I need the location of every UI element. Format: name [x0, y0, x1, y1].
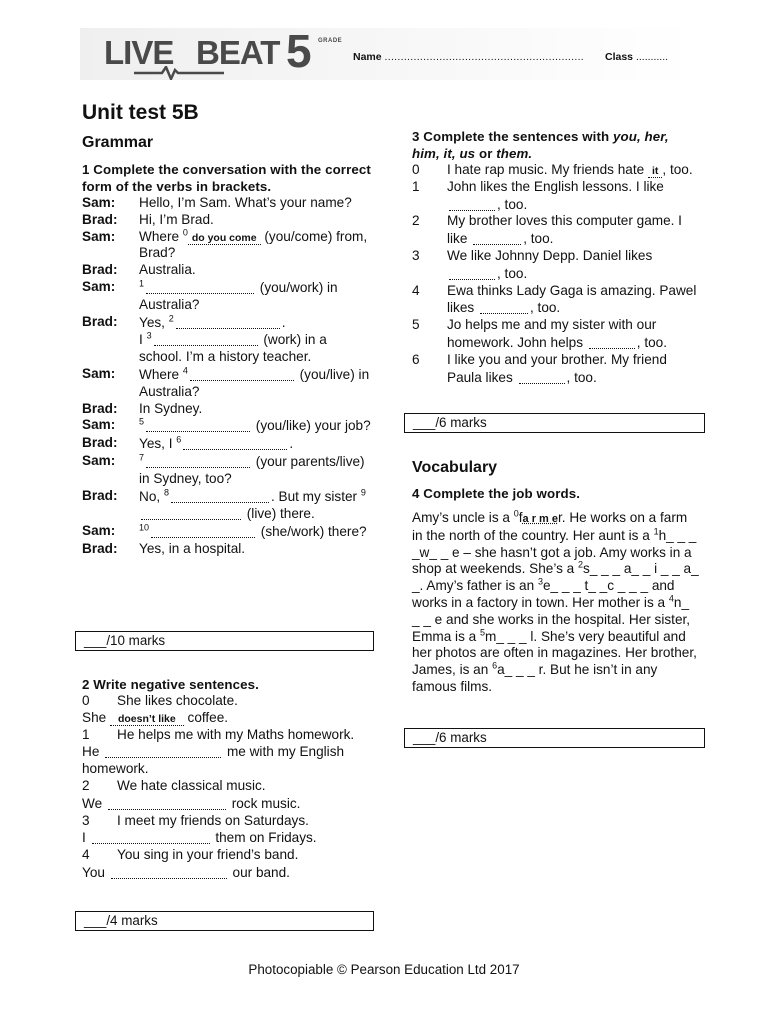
line-pre: Where: [139, 228, 180, 244]
prompt-row: [82, 778, 372, 795]
item-number: 7: [139, 452, 145, 463]
pronoun-sentences: [412, 162, 697, 386]
item-number: 0: [513, 508, 519, 519]
sentence-text: [447, 283, 697, 318]
line-text: [139, 453, 372, 488]
answer-line: [82, 795, 372, 813]
item-number: 3: [412, 247, 420, 263]
conv-row: [82, 212, 372, 229]
sentence-text: [447, 162, 693, 179]
speaker: Sam:: [82, 417, 116, 433]
line-post: .: [289, 436, 294, 452]
grammar-heading: Grammar: [82, 134, 154, 151]
word-gap[interactable]: m_ _ _ l.: [485, 628, 538, 644]
sentence-post: , too.: [497, 265, 528, 281]
answer-blank[interactable]: [589, 336, 635, 349]
prompt-text: I meet my friends on Saturdays.: [117, 812, 309, 828]
item-number: 3: [82, 812, 90, 828]
item-number: 1: [139, 278, 145, 289]
name-dots: ..............................................................: [384, 51, 584, 63]
line-text: [139, 279, 372, 314]
speaker: Sam:: [82, 228, 116, 244]
sentence-text: [447, 248, 697, 283]
word-gap[interactable]: n_ _ _ e: [412, 594, 690, 627]
answer-line: [82, 864, 372, 882]
sentence-text: [447, 213, 697, 248]
speaker: Sam:: [82, 278, 116, 294]
footer-copyright: Photocopiable © Pearson Education Ltd 2017: [248, 962, 520, 977]
ex2-instruction: 2 Write negative sentences.: [82, 677, 259, 692]
line-text: Hello, I’m Sam. What’s your name?: [139, 195, 352, 210]
prompt-text: She likes chocolate.: [117, 693, 238, 708]
ex3-instruction-pre: 3 Complete the sentences with: [412, 129, 610, 144]
sentence-row: [412, 179, 697, 214]
ex1-instruction: 1 Complete the conversation with the correct form of the verbs in brackets.: [82, 162, 371, 194]
answer-blank[interactable]: [183, 437, 287, 450]
example-answer: it: [648, 165, 662, 178]
ex4-marks-box: ___/6 marks: [404, 728, 705, 748]
item-number: 1: [412, 178, 420, 194]
sentence-pre: I like you and your brother. My friend Paula likes: [447, 351, 667, 385]
vocabulary-heading: Vocabulary: [412, 459, 498, 476]
line-text: Australia.: [139, 262, 196, 278]
answer-blank[interactable]: [171, 490, 269, 503]
job-words-paragraph: [412, 510, 700, 696]
item-number: 5: [412, 317, 420, 333]
conv-row: [82, 229, 372, 263]
text-segment: – she hasn’t got a job. Amy works in a shop at weekends. She’s a: [412, 544, 692, 577]
conv-row: [82, 435, 372, 453]
logo-number: 5: [286, 25, 312, 77]
speaker: Brad:: [82, 211, 118, 227]
item-number: 6: [492, 660, 498, 671]
line-post: .: [281, 314, 286, 330]
line-text: [139, 229, 372, 263]
line-pre: Yes, I: [139, 436, 173, 452]
speaker: Sam:: [82, 365, 116, 381]
answer-end: them on Fridays.: [215, 830, 317, 846]
text-segment: r. He works on a farm in the north of the country. Her aunt is a: [412, 510, 688, 543]
answer-start: He: [82, 744, 100, 760]
item-number: 2: [412, 213, 420, 229]
conversation: [82, 195, 372, 558]
text-segment: and works in a factory in town. Her mother is a: [412, 578, 675, 610]
answer-blank[interactable]: [480, 301, 528, 314]
name-label: Name: [353, 51, 382, 63]
line-text: [139, 488, 372, 524]
prompt-text: He helps me with my Maths homework.: [117, 726, 355, 742]
ex2-marks-box: ___/4 marks: [75, 911, 374, 931]
sentence-post: , too.: [529, 300, 561, 316]
prompt-row: [82, 727, 372, 744]
answer-blank[interactable]: [105, 745, 221, 758]
pulse-line-icon: [134, 66, 224, 80]
answer-blank[interactable]: [154, 333, 258, 346]
conv-row: [82, 262, 372, 279]
answer-start: We: [82, 795, 103, 811]
sentence-pre: I hate rap music. My friends hate: [447, 162, 645, 177]
answer-line: [82, 829, 372, 847]
ex3-marks-box: ___/6 marks: [404, 413, 705, 433]
item-number: 5: [480, 627, 486, 638]
answer-blank[interactable]: [449, 198, 495, 211]
prompt-row: [82, 847, 372, 864]
word-gap-start: f: [518, 510, 523, 525]
line-post: (you/work) in Australia?: [139, 279, 338, 312]
item-number: 0: [82, 693, 90, 708]
answer-line: [82, 710, 372, 727]
answer-end: rock music.: [231, 795, 301, 811]
line-text: [139, 523, 372, 541]
answer-blank[interactable]: [176, 316, 280, 329]
speaker: Sam:: [82, 523, 116, 539]
conv-row: [82, 541, 372, 558]
line-text: [139, 314, 372, 366]
logo-beat: BEAT: [196, 34, 280, 71]
answer-blank[interactable]: [449, 267, 495, 280]
text-segment: and she works in the hospital. Her sister, Emma is a: [412, 611, 691, 644]
text-segment: Amy’s uncle is a: [412, 510, 510, 525]
answer-blank[interactable]: [473, 232, 521, 245]
prompt-text: We hate classical music.: [117, 777, 266, 793]
word-gap[interactable]: h_ _ _ _w_ _ e: [412, 527, 697, 560]
conv-row: [82, 453, 372, 488]
sentence-row: [412, 248, 697, 283]
item-number: 1: [82, 726, 90, 742]
item-number: 0: [182, 227, 188, 238]
answer-start: She: [82, 709, 107, 725]
answer-blank[interactable]: [190, 368, 294, 381]
item-number: 5: [139, 416, 145, 427]
negative-sentences: [82, 693, 372, 882]
item-number: 4: [182, 365, 188, 376]
speaker: Brad:: [82, 540, 118, 556]
logo-live: LIVE: [104, 34, 174, 71]
line-post: (live) there.: [246, 506, 315, 522]
line-text: Yes, in a hospital.: [139, 540, 246, 556]
sentence-text: [447, 317, 697, 352]
ex3-instruction-last: them.: [496, 146, 533, 161]
sentence-post: , too.: [523, 231, 554, 247]
answer-start: I: [82, 830, 86, 846]
sentence-row: [412, 352, 697, 387]
sentence-post: , too.: [497, 196, 528, 212]
answer-blank[interactable]: [146, 419, 250, 432]
word-gap[interactable]: e_ _ _ t_ _c _ _ _: [542, 578, 649, 594]
item-number: 3: [537, 576, 543, 587]
item-number: 1: [653, 526, 659, 537]
answer-end: our band.: [232, 864, 290, 880]
item-number: 2: [168, 313, 174, 324]
line-text: In Sydney.: [139, 400, 203, 416]
ex3-instruction-words: you, her, him, it, us: [412, 129, 669, 161]
sentence-row: [412, 317, 697, 352]
speaker: Sam:: [82, 195, 116, 210]
speaker: Brad:: [82, 400, 118, 416]
answer-blank[interactable]: [141, 507, 241, 520]
conv-row: [82, 195, 372, 212]
line-text: Hi, I’m Brad.: [139, 211, 214, 227]
item-number: 2: [578, 559, 584, 570]
conv-row: [82, 523, 372, 541]
speaker: Brad:: [82, 435, 118, 451]
item-number: 9: [360, 487, 366, 498]
item-number: 0: [412, 162, 420, 177]
conv-row: [82, 279, 372, 314]
line-pre: No,: [139, 488, 161, 504]
line-post: (work) in a school. I’m a history teacher.: [139, 332, 327, 365]
prompt-row: [82, 813, 372, 830]
item-number: 10: [139, 522, 150, 533]
item-number: 6: [412, 351, 420, 367]
name-field[interactable]: [353, 51, 584, 63]
sentence-post: , too.: [662, 162, 693, 177]
speaker: Sam:: [82, 452, 116, 468]
logo-grade: GRADE: [318, 38, 343, 44]
text-segment: She’s very beautiful and her photos are often in magazines. Her brother, James, is an: [412, 628, 697, 678]
speaker: Brad:: [82, 262, 118, 278]
class-label: Class: [605, 51, 634, 63]
line-text: [139, 417, 372, 435]
answer-blank[interactable]: [146, 455, 250, 468]
sentence-pre: We like Johnny Depp. Daniel likes: [447, 247, 653, 263]
answer-line: [82, 743, 372, 778]
conv-row: [82, 417, 372, 435]
line-post: (you/come) from, Brad?: [139, 228, 368, 261]
line-post: (she/work) there?: [260, 524, 367, 540]
answer-end: me with my English homework.: [82, 744, 345, 777]
header-banner: [80, 25, 695, 80]
item-number: 4: [412, 282, 420, 298]
class-dots: ...........: [635, 51, 669, 63]
ex3-instruction: [412, 128, 700, 162]
conv-row: [82, 401, 372, 418]
text-segment: But he isn’t in any famous films.: [412, 662, 658, 694]
answer-blank[interactable]: [151, 525, 255, 538]
line-text: [139, 435, 372, 453]
line-post: (you/like) your job?: [255, 418, 371, 434]
answer-blank[interactable]: [519, 371, 565, 384]
item-number: 2: [82, 777, 90, 793]
item-number: 8: [163, 487, 169, 498]
line-post: (your parents/live) in Sydney, too?: [139, 453, 365, 486]
sentence-row: [412, 283, 697, 318]
sentence-pre: Jo helps me and my sister with our homework. John helps: [447, 317, 657, 350]
sentence-text: [447, 179, 697, 214]
sentence-pre: Ewa thinks Lady Gaga is amazing. Pawel likes: [447, 282, 697, 316]
item-number: 3: [146, 330, 152, 341]
line-text: [139, 366, 372, 401]
sentence-pre: My brother loves this computer game. I like: [447, 213, 682, 247]
item-number: 6: [176, 434, 182, 445]
sentence-row: [412, 213, 697, 248]
word-gap[interactable]: s_ _ _ a_ _ i _ _ a_ _.: [412, 561, 699, 594]
sentence-text: [447, 352, 697, 387]
sentence-post: , too.: [636, 334, 668, 350]
answer-start: You: [82, 864, 105, 880]
prompt-text: You sing in your friend’s band.: [117, 847, 299, 863]
word-gap[interactable]: a_ _ _ r.: [497, 662, 547, 678]
example-answer: doesn’t like: [110, 713, 184, 726]
page-title: Unit test 5B: [82, 101, 199, 124]
conv-row: [82, 314, 372, 366]
line-pre: I: [139, 332, 143, 348]
line-pre: Yes,: [139, 314, 165, 330]
line-post: . But my sister: [270, 488, 358, 504]
speaker: Brad:: [82, 313, 118, 329]
item-number: 4: [668, 593, 674, 604]
prompt-row: [82, 693, 372, 710]
sentence-post: , too.: [566, 369, 597, 385]
speaker: Brad:: [82, 487, 118, 503]
sentence-row: [412, 162, 697, 179]
answer-end: coffee.: [187, 709, 229, 725]
answer-blank[interactable]: [146, 281, 254, 294]
answer-blank[interactable]: [111, 866, 227, 879]
class-field[interactable]: [605, 51, 668, 63]
item-number: 4: [82, 847, 90, 863]
example-answer: do you come: [188, 232, 261, 245]
example-answer: a r m e: [522, 513, 559, 525]
ex4-instruction: 4 Complete the job words.: [412, 486, 580, 501]
ex3-instruction-or: or: [478, 146, 493, 161]
answer-blank[interactable]: [92, 831, 210, 844]
ex1-marks-box: ___/10 marks: [75, 631, 374, 651]
conv-row: [82, 488, 372, 524]
text-segment: Amy’s father is an: [426, 578, 535, 594]
answer-blank[interactable]: [108, 797, 226, 810]
conv-row: [82, 366, 372, 401]
sentence-pre: John likes the English lessons. I like: [447, 178, 664, 194]
line-pre: Where: [139, 366, 180, 382]
line-post: (you/live) in Australia?: [139, 366, 370, 399]
